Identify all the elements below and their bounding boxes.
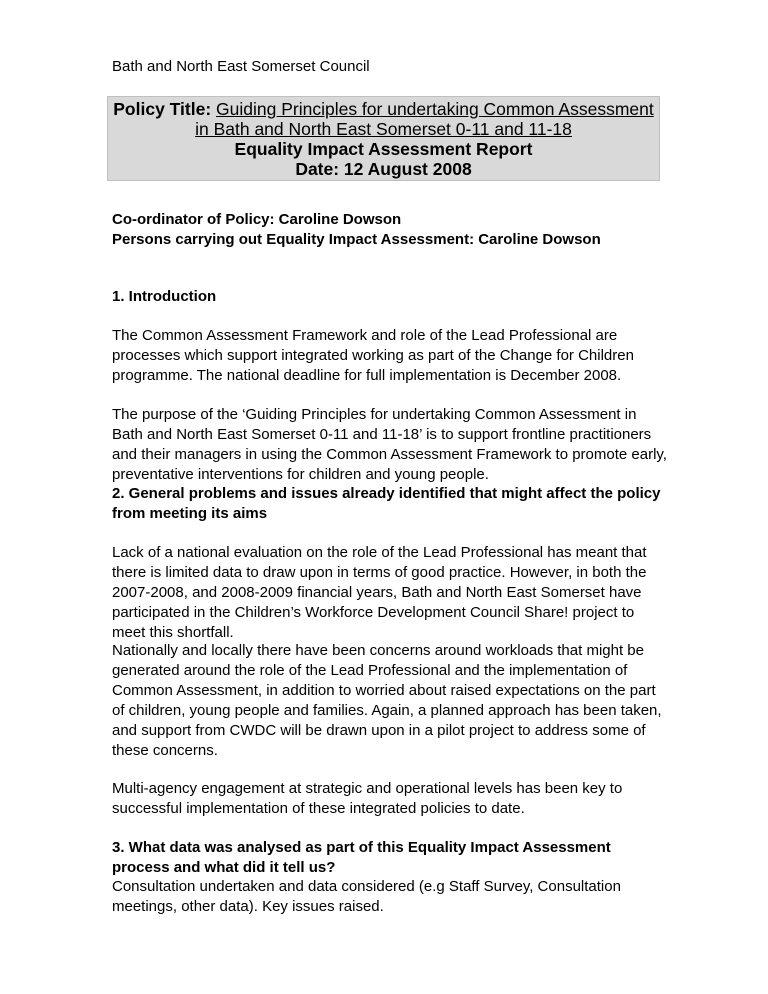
policy-title-text1: Guiding Principles for undertaking Common Assessment xyxy=(216,99,654,119)
persons-line: Persons carrying out Equality Impact Assessment: Caroline Dowson xyxy=(112,231,601,248)
section-3-paragraph-1: Consultation undertaken and data considered (e.g Staff Survey, Consultation meetings, other data). Key issues raised. xyxy=(112,878,621,915)
section-2-paragraph-2: Nationally and locally there have been concerns around workloads that might be generated around the role of the Lead Professional and the implementation of Common Assessment, in addition to worried about raised expectations on the part of children, young people and families. Again, a planned approach has been taken, and support from CWDC will be drawn upon in a pilot project to address some of these concerns. xyxy=(112,642,662,759)
section-2-paragraph-3: Multi-agency engagement at strategic and operational levels has been key to successful implementation of these integrated policies to date. xyxy=(112,780,623,817)
policy-title-line1 xyxy=(108,99,659,119)
section-1-paragraph-1: The Common Assessment Framework and role of the Lead Professional are processes which support integrated working as part of the Change for Children programme. The national deadline for full implementation is December 2008. xyxy=(112,327,634,384)
section-1-paragraph-2: The purpose of the ‘Guiding Principles for undertaking Common Assessment in Bath and North East Somerset 0-11 and 11-18’ is to support frontline practitioners and their managers in using the Common Assessment Framework to promote early, preventative interventions for children and young people. xyxy=(112,406,667,483)
coordinator-line: Co-ordinator of Policy: Caroline Dowson xyxy=(112,211,402,228)
council-name: Bath and North East Somerset Council xyxy=(112,58,370,75)
section-2-paragraph-1: Lack of a national evaluation on the role of the Lead Professional has meant that there is limited data to draw upon in terms of good practice. However, in both the 2007-2008, and 2008-2009 financial years, Bath and North East Somerset have participated in the Children’s Workforce Development Council Share! project to meet this shortfall. xyxy=(112,544,647,641)
section-3-heading: 3. What data was analysed as part of this Equality Impact Assessment process and what did it tell us? xyxy=(112,839,611,876)
section-1-heading: 1. Introduction xyxy=(112,288,217,305)
title-box xyxy=(107,96,660,181)
report-name: Equality Impact Assessment Report xyxy=(234,139,533,159)
report-date: Date: 12 August 2008 xyxy=(295,159,472,179)
section-2-heading: 2. General problems and issues already identified that might affect the policy from meeting its aims xyxy=(112,485,661,522)
policy-title-label: Policy Title: xyxy=(113,99,212,119)
policy-title-text2: in Bath and North East Somerset 0-11 and 11-18 xyxy=(195,119,572,139)
